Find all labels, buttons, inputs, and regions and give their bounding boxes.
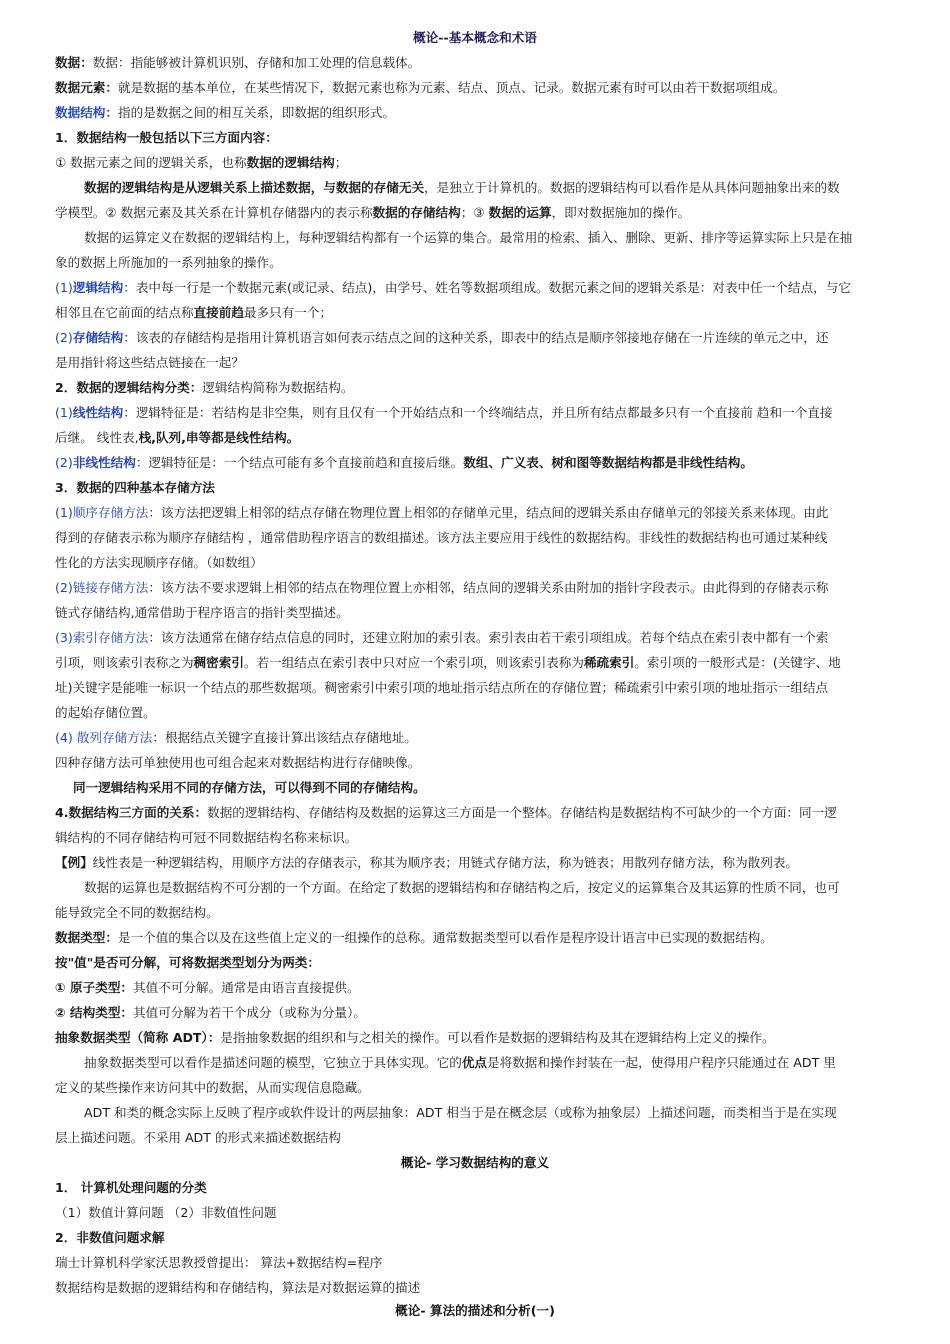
bold-run: 稀疏索引 xyxy=(583,655,635,670)
paragraph-line xyxy=(84,1050,928,1075)
text-run: ：逻辑特征是：若结构是非空集，则有且仅有一个开始结点和一个终端结点，并且所有结点都最多只有一个直接前 趋和一个直接 xyxy=(123,405,833,420)
heading-line: 按"值"是否可分解，可将数据类型划分为两类： xyxy=(55,955,320,970)
heading-line: 3．数据的四种基本存储方法 xyxy=(55,480,215,495)
paragraph-line xyxy=(55,925,928,950)
bold-run: 数组、广义表、树和图等数据结构都是非线性结构。 xyxy=(463,455,753,470)
paragraph-line xyxy=(55,800,928,825)
paragraph-line xyxy=(55,325,928,350)
text-run: ：该方法通常在储存结点信息的同时，还建立附加的索引表。索引表由若干索引项组成。若每个结点在索引表中都有一个索 xyxy=(148,630,829,645)
text-run: 是一个值的集合以及在这些值上定义的一组操作的总称。通常数据类型可以看作是程序设计语言中已实现的数据结构。 xyxy=(117,930,773,945)
term-label: 数据： xyxy=(55,55,93,70)
paragraph-line: 得到的存储表示称为顺序存储结构 ，通常借助程序语言的数组描述。该方法主要应用于线性的数据结构。非线性的数据结构也可通过某种线 xyxy=(55,530,828,545)
paragraph-line xyxy=(55,75,928,100)
text-run: 学模型。② 数据元素及其关系在计算机存储器内的表示称 xyxy=(55,205,373,220)
paragraph-line: 址)关键字是能唯一标识一个结点的那些数据项。稠密索引中索引项的地址指示结点所在的存储位置；稀疏索引中索引项的地址指示一组结点 xyxy=(55,680,829,695)
term-label: 数据元素： xyxy=(55,80,118,95)
term-label: 数据类型： xyxy=(55,930,118,945)
section-title: 概论- 算法的描述和分析(一) xyxy=(395,1303,555,1318)
term-label: 抽象数据类型（简称 ADT）： xyxy=(55,1030,221,1045)
paragraph-line: 数据的运算也是数据结构不可分割的一个方面。在给定了数据的逻辑结构和存储结构之后，按定义的运算集合及其运算的性质不同，也可 xyxy=(84,880,840,895)
text-run: 线性表是一种逻辑结构，用顺序方法的存储表示，称其为顺序表；用链式存储方法，称为链表；用散列存储方法，称为散列表。 xyxy=(92,855,799,870)
term-label: (3)索引存储方法 xyxy=(55,630,149,645)
term-label: 线性结构 xyxy=(72,405,124,420)
bold-run: 数据的逻辑结构 xyxy=(246,155,335,170)
paragraph-line: 定义的某些操作来访问其中的数据，从而实现信息隐藏。 xyxy=(55,1080,370,1095)
paragraph-line xyxy=(55,275,928,300)
term-label: ① 原子类型： xyxy=(55,980,134,995)
text-run: ：逻辑特征是：一个结点可能有多个直接前趋和直接后继。 xyxy=(135,455,464,470)
term-label: (1)顺序存储方法 xyxy=(55,505,149,520)
section-title: 概论--基本概念和术语 xyxy=(413,30,537,45)
text-run: 数据：指能够被计算机识别、存储和加工处理的信息载体。 xyxy=(92,55,421,70)
text-run: ； xyxy=(334,155,348,170)
paragraph-line xyxy=(84,175,928,200)
text-run: 。若一组结点在索引表中只对应一个索引项，则该索引表称为 xyxy=(243,655,584,670)
paragraph-line: 四种存储方法可单独使用也可组合起来对数据结构进行存储映像。 xyxy=(55,755,421,770)
text-run: 后继。 线性表, xyxy=(55,430,139,445)
paragraph-line: 链式存储结构,通常借助于程序语言的指针类型描述。 xyxy=(55,605,349,620)
paragraph-line xyxy=(55,300,928,325)
paragraph-line xyxy=(55,1000,928,1025)
paragraph-line: 的起始存储位置。 xyxy=(55,705,156,720)
heading-line: 1． 计算机处理问题的分类 xyxy=(55,1180,207,1195)
text-run: 是指抽象数据的组织和与之相关的操作。可以看作是数据的逻辑结构及其在逻辑结构上定义的操作。 xyxy=(220,1030,775,1045)
paragraph-line xyxy=(55,575,928,600)
bold-run: 优点 xyxy=(461,1055,487,1070)
paragraph-line: 性化的方法实现顺序存储。（如数组） xyxy=(55,555,263,570)
term-label: 非线性结构 xyxy=(72,455,136,470)
term-label: 数据结构： xyxy=(55,105,118,120)
paragraph-line: 层上描述问题。不采用 ADT 的形式来描述数据结构 xyxy=(55,1130,341,1145)
list-marker: (2) xyxy=(55,455,73,470)
heading-line: 2．非数值问题求解 xyxy=(55,1230,165,1245)
paragraph-line: 数据结构是数据的逻辑结构和存储结构，算法是对数据运算的描述 xyxy=(55,1280,421,1295)
text-run: 指的是数据之间的相互关系，即数据的组织形式。 xyxy=(117,105,396,120)
heading-run: 4.数据结构三方面的关系： xyxy=(55,805,208,820)
text-run: ：该表的存储结构是指用计算机语言如何表示结点之间的这种关系，即表中的结点是顺序邻接地存储在一片连续的单元之中，还 xyxy=(123,330,829,345)
bold-run: 直接前趋 xyxy=(193,305,244,320)
paragraph-line xyxy=(55,100,928,125)
paragraph-line: 辑结构的不同存储结构可冠不同数据结构名称来标识。 xyxy=(55,830,358,845)
paragraph-line: 能导致完全不同的数据结构。 xyxy=(55,905,219,920)
section-title: 概论- 学习数据结构的意义 xyxy=(400,1155,550,1170)
paragraph-line: 数据的运算定义在数据的逻辑结构上，每种逻辑结构都有一个运算的集合。最常用的检索、插入、删除、更新、排序等运算实际上只是在抽 xyxy=(84,230,853,245)
paragraph-line xyxy=(55,500,928,525)
heading-line xyxy=(55,375,928,400)
list-marker: (2) xyxy=(55,330,73,345)
paragraph-line: （1）数值计算问题 （2）非数值性问题 xyxy=(55,1205,277,1220)
paragraph-line xyxy=(55,1025,928,1050)
heading-line: 1．数据结构一般包括以下三方面内容： xyxy=(55,130,278,145)
text-run: ：该方法把逻辑上相邻的结点存储在物理位置上相邻的存储单元里，结点间的逻辑关系由存储单元的邻接关系来体现。由此 xyxy=(148,505,829,520)
heading-run: 2．数据的逻辑结构分类： xyxy=(55,380,203,395)
paragraph-line: 瑞士计算机科学家沃思教授曾提出： 算法+数据结构=程序 xyxy=(55,1255,383,1270)
text-run: ：表中每一行是一个数据元素(或记录、结点)，由学号、姓名等数据项组成。数据元素之间的逻辑关系是：对表中任一个结点，与它 xyxy=(123,280,851,295)
paragraph-line xyxy=(55,850,928,875)
paragraph-line xyxy=(55,725,928,750)
term-label: (2)链接存储方法 xyxy=(55,580,149,595)
paragraph-line xyxy=(55,975,928,1000)
text-run: 就是数据的基本单位，在某些情况下，数据元素也称为元素、结点、顶点、记录。数据元素有时可以由若干数据项组成。 xyxy=(117,80,786,95)
bold-run: 栈,队列,串等都是线性结构。 xyxy=(138,430,300,445)
term-label: 存储结构 xyxy=(72,330,124,345)
paragraph-line xyxy=(55,200,928,225)
emphasis-line: 同一逻辑结构采用不同的存储方法，可以得到不同的存储结构。 xyxy=(73,780,426,795)
bold-run: 数据的存储结构 xyxy=(372,205,461,220)
paragraph-line xyxy=(55,425,928,450)
term-label: (4) 散列存储方法 xyxy=(55,730,153,745)
text-run: 最多只有一个； xyxy=(243,305,333,320)
term-label: 逻辑结构 xyxy=(72,280,124,295)
bold-run: 数据的逻辑结构是从逻辑关系上描述数据，与数据的存储无关 xyxy=(84,180,425,195)
text-run: 相邻且在它前面的结点称 xyxy=(55,305,194,320)
paragraph-line xyxy=(55,450,928,475)
text-run: ：该方法不要求逻辑上相邻的结点在物理位置上亦相邻，结点间的逻辑关系由附加的指针字段表示。由此得到的存储表示称 xyxy=(148,580,829,595)
example-label: 【例】 xyxy=(55,855,93,870)
text-run: 其值可分解为若干个成分（或称为分量）。 xyxy=(133,1005,367,1020)
paragraph-line: 象的数据上所施加的一系列抽象的操作。 xyxy=(55,255,282,270)
term-label: ② 结构类型： xyxy=(55,1005,134,1020)
paragraph-line: ADT 和类的概念实际上反映了程序或软件设计的两层抽象：ADT 相当于是在概念层（或称为抽象层）上描述问题，而类相当于是在实现 xyxy=(84,1105,837,1120)
list-marker: (1) xyxy=(55,405,73,420)
paragraph-line xyxy=(55,625,928,650)
text-run: ① 数据元素之间的逻辑关系，也称 xyxy=(55,155,247,170)
paragraph-line: 是用指针将这些结点链接在一起？ xyxy=(55,355,244,370)
list-marker: (1) xyxy=(55,280,73,295)
text-run: ，即对数据施加的操作。 xyxy=(551,205,691,220)
paragraph-line xyxy=(55,50,928,75)
bold-run: 稠密索引 xyxy=(193,655,244,670)
paragraph-line xyxy=(55,650,928,675)
text-run: ：根据结点关键字直接计算出该结点存储地址。 xyxy=(152,730,417,745)
text-run: 数据的逻辑结构、存储结构及数据的运算这三方面是一个整体。存储结构是数据结构不可缺少的一个方面：同一逻 xyxy=(207,805,837,820)
bold-run: 数据的运算 xyxy=(488,205,552,220)
text-run: 其值不可分解。通常是由语言直接提供。 xyxy=(133,980,360,995)
text-run: 是将数据和操作封装在一起，使得用户程序只能通过在 ADT 里 xyxy=(487,1055,836,1070)
text-run: ，是独立于计算机的。数据的逻辑结构可以看作是从具体问题抽象出来的数 xyxy=(424,180,840,195)
text-run: ；③ xyxy=(460,205,489,220)
text-run: 。索引项的一般形式是：(关键字、地 xyxy=(634,655,841,670)
text-run: 引项，则该索引表称之为 xyxy=(55,655,194,670)
text-run: 抽象数据类型可以看作是描述问题的模型，它独立于具体实现。它的 xyxy=(84,1055,462,1070)
paragraph-line xyxy=(55,400,928,425)
paragraph-line xyxy=(55,150,928,175)
text-run: 逻辑结构简称为数据结构。 xyxy=(202,380,354,395)
